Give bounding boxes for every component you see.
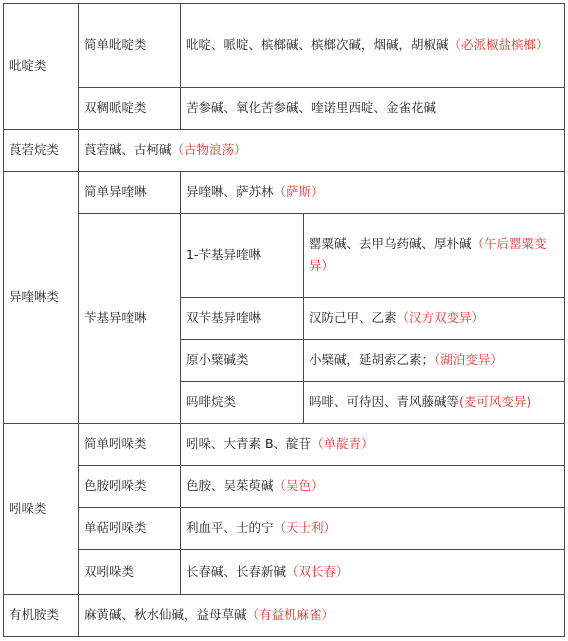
members-tropane: 莨菪碱、古柯碱 bbox=[84, 142, 172, 157]
mnemonic-protoberberine: （湖泊变异） bbox=[434, 352, 503, 367]
category-indole: 吲哚类 bbox=[9, 500, 47, 516]
mnemonic-morphinan: (麦可风变异) bbox=[459, 394, 532, 409]
members-morphinan: 吗啡、可待因、青风藤碱等 bbox=[309, 394, 460, 409]
mnemonic-bis-benzyl-isoquinoline: （汉方双变异） bbox=[396, 310, 485, 325]
category-isoquinoline: 异喹啉类 bbox=[9, 289, 60, 304]
mnemonic-bis-indole: （双长春） bbox=[286, 563, 349, 579]
subtype-cell bbox=[78, 465, 180, 507]
mnemonic-tropane: （古物浪荡） bbox=[171, 142, 247, 157]
mnemonic-organic-amine: （有益机麻雀） bbox=[246, 607, 335, 622]
subtype-cell bbox=[78, 213, 180, 423]
members-cell bbox=[303, 297, 565, 339]
members-text bbox=[186, 475, 324, 497]
members-cell bbox=[180, 465, 565, 507]
category-cell bbox=[3, 171, 78, 423]
name-bis-benzyl-isoquinoline: 双苄基异喹啉 bbox=[186, 310, 262, 325]
members-monoterpene-indole: 利血平、士的宁 bbox=[186, 520, 274, 535]
subsubtype-cell bbox=[180, 213, 303, 297]
members-bis-indole: 长春碱、长春新碱 bbox=[186, 563, 287, 579]
members-text bbox=[309, 391, 531, 413]
members-text bbox=[186, 433, 374, 455]
members-cell bbox=[78, 594, 565, 636]
subtype-cell bbox=[78, 171, 180, 213]
subsubtype-cell bbox=[180, 297, 303, 339]
members-cell bbox=[180, 87, 565, 129]
members-text bbox=[309, 233, 559, 277]
members-bis-benzyl-isoquinoline: 汉防己甲、乙素 bbox=[309, 310, 397, 325]
category-tropane: 莨菪烷类 bbox=[9, 142, 60, 157]
mnemonic-simple-indole: （单靛青） bbox=[311, 436, 374, 451]
subtype-tryptamine-indole: 色胺吲哚类 bbox=[84, 478, 147, 493]
members-text bbox=[84, 604, 334, 626]
subtype-simple-pyridine: 简单吡啶类 bbox=[84, 37, 147, 52]
mnemonic-1-benzyl-isoquinoline: （午后罂粟变异） bbox=[309, 236, 547, 273]
members-text bbox=[186, 561, 349, 583]
subtype-cell bbox=[78, 3, 180, 87]
name-morphinan: 吗啡烷类 bbox=[186, 394, 237, 409]
members-cell bbox=[303, 381, 565, 423]
subtype-cell bbox=[78, 507, 180, 549]
members-simple-indole: 吲哚、大青素 B、靛苷 bbox=[186, 436, 312, 451]
subsubtype-cell bbox=[180, 381, 303, 423]
members-text bbox=[186, 181, 324, 203]
members-text bbox=[186, 517, 336, 539]
members-cell bbox=[180, 507, 565, 549]
category-cell bbox=[3, 423, 78, 594]
mnemonic-simple-isoquinoline: （萨斯） bbox=[273, 184, 324, 199]
members-tryptamine-indole: 色胺、吴茱萸碱 bbox=[186, 478, 274, 493]
members-cell bbox=[180, 423, 565, 465]
members-simple-isoquinoline: 异喹啉、萨苏林 bbox=[186, 184, 274, 199]
alkaloid-classification-table bbox=[3, 3, 565, 637]
mnemonic-tryptamine-indole: （吴色） bbox=[273, 478, 324, 493]
members-cell bbox=[303, 213, 565, 297]
rule-bottom bbox=[3, 636, 565, 637]
category-cell bbox=[3, 3, 78, 129]
subtype-simple-indole: 简单吲哚类 bbox=[84, 436, 147, 451]
members-cell bbox=[303, 339, 565, 381]
subtype-cell bbox=[78, 87, 180, 129]
members-cell bbox=[180, 549, 565, 594]
category-organic-amine: 有机胺类 bbox=[9, 607, 60, 622]
subtype-bis-indole: 双吲哚类 bbox=[84, 563, 135, 579]
subsubtype-cell bbox=[180, 339, 303, 381]
members-protoberberine: 小檗碱，延胡索乙素； bbox=[309, 352, 435, 367]
subtype-cell bbox=[78, 423, 180, 465]
mnemonic-simple-pyridine: （必派椒盐槟榔） bbox=[448, 37, 549, 52]
members-organic-amine: 麻黄碱、秋水仙碱，益母草碱 bbox=[84, 607, 247, 622]
members-text bbox=[309, 307, 484, 329]
name-1-benzyl-isoquinoline: 1-苄基异喹啉 bbox=[186, 247, 261, 262]
subtype-benzyl-isoquinoline: 苄基异喹啉 bbox=[84, 310, 147, 325]
members-cell bbox=[180, 171, 565, 213]
category-cell bbox=[3, 594, 78, 636]
subtype-monoterpene-indole: 单萜吲哚类 bbox=[84, 520, 147, 535]
members-cell bbox=[78, 129, 565, 171]
category-pyridine: 吡啶类 bbox=[9, 58, 47, 73]
members-text bbox=[84, 139, 247, 161]
name-protoberberine: 原小檗碱类 bbox=[186, 352, 249, 367]
category-cell bbox=[3, 129, 78, 171]
subtype-simple-isoquinoline: 简单异喹啉 bbox=[84, 184, 147, 199]
members-1-benzyl-isoquinoline: 罂粟碱、去甲乌药碱、厚朴碱 bbox=[309, 236, 472, 251]
mnemonic-monoterpene-indole: （天士利） bbox=[273, 520, 337, 535]
members-text bbox=[309, 349, 503, 371]
members-simple-pyridine: 吡啶、哌啶、槟榔碱、槟榔次碱，烟碱，胡椒碱 bbox=[186, 37, 449, 52]
subtype-cell bbox=[78, 549, 180, 594]
members-bicyclic-piperidine: 苦参碱、氧化苦参碱、喹诺里西啶、金雀花碱 bbox=[186, 100, 437, 115]
members-text bbox=[186, 34, 549, 56]
subtype-bicyclic-piperidine: 双稠哌啶类 bbox=[84, 100, 147, 115]
members-cell bbox=[180, 3, 565, 87]
